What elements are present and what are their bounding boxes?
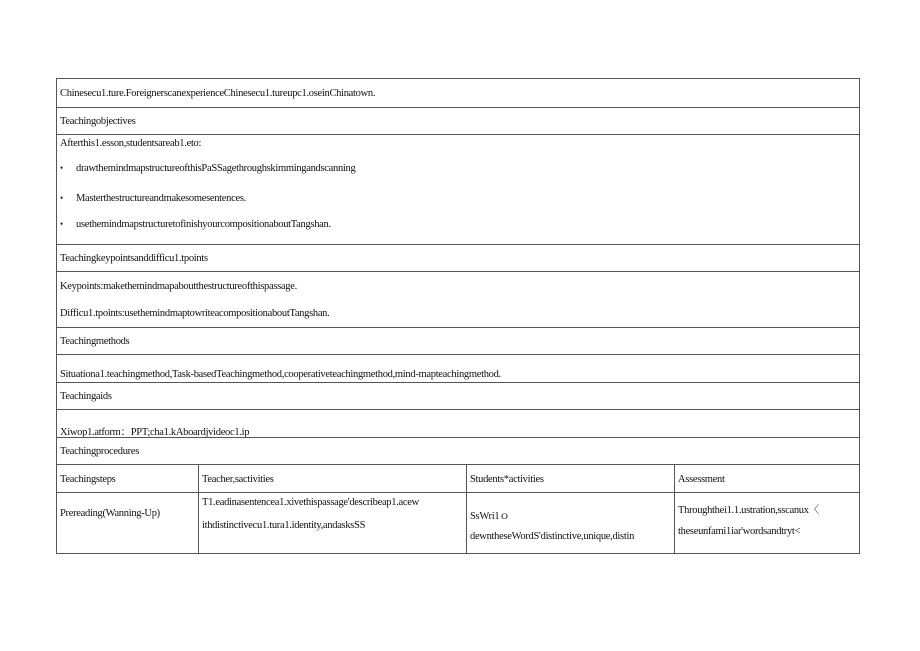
methods-heading-row	[56, 327, 860, 354]
methods-text: Situationa1.teachingmethod,Task-basedTeachingmethod,cooperativeteachingmethod,mind-mapteachingmethod.	[60, 369, 501, 380]
student-activity-line: dewntheseWordS'distinctive,unique,distin	[470, 531, 635, 542]
key-points-text: Keypoints:makethemindmapaboutthestructureofthispassage.	[60, 281, 297, 292]
objectives-row	[56, 134, 860, 244]
step-cell	[57, 493, 199, 553]
assessment-line: Throughthei1.1.ustration,sscanux〈	[678, 505, 819, 516]
aids-row	[56, 409, 860, 437]
objectives-heading-row	[56, 107, 860, 134]
column-header-label: Teachingsteps	[60, 474, 116, 485]
column-header-label: Teacher,sactivities	[202, 474, 274, 485]
column-header	[57, 465, 199, 492]
assessment-cell	[675, 493, 859, 553]
methods-heading: Teachingmethods	[60, 336, 130, 347]
keypoints-row	[56, 271, 860, 327]
objectives-heading: Teachingobjectives	[60, 116, 136, 127]
aids-text: Xiwop1.atform：PPT;cha1.kAboardjvideoc1.ip	[60, 427, 250, 438]
difficult-points-text: Difficu1.tpoints:usethemindmaptowriteacompositionaboutTangshan.	[60, 308, 330, 319]
column-header	[675, 465, 859, 492]
aids-heading: Teachingaids	[60, 391, 112, 402]
objective-text: drawthemindmapstructureofthisPaSSagethroughskimmingandscanning	[76, 163, 356, 174]
column-header-label: Students*activities	[470, 474, 544, 485]
step-text: Prereading(Wanning-Up)	[60, 508, 160, 519]
procedures-heading-row	[56, 437, 860, 464]
objective-text: usethemindmapstructuretofinishyourcompositionaboutTangshan.	[76, 219, 331, 230]
column-header	[199, 465, 467, 492]
lesson-plan-table	[56, 78, 860, 554]
objectives-intro: Afterthis1.esson,studentsareab1.eto:	[60, 138, 202, 149]
column-header	[467, 465, 675, 492]
table-row	[56, 492, 860, 554]
keypoints-heading: Teachingkeypointsanddifficu1.tpoints	[60, 253, 208, 264]
assessment-line: theseunfami1iar'wordsandtryt<	[678, 526, 801, 537]
methods-row	[56, 354, 860, 382]
aids-heading-row	[56, 382, 860, 409]
objective-text: Masterthestructureandmakesomesentences.	[76, 193, 246, 204]
student-activity-line: SsWri1ｏ	[470, 511, 510, 522]
intro-row	[56, 78, 860, 107]
student-activity-cell	[467, 493, 675, 553]
column-header-label: Assessment	[678, 474, 725, 485]
procedures-heading: Teachingprocedures	[60, 446, 139, 457]
teacher-activity-cell	[199, 493, 467, 553]
intro-text: Chinesecu1.ture.ForeignerscanexperienceChinesecu1.tureupc1.oseinChinatown.	[60, 88, 376, 99]
teacher-activity-line: T1.eadinasentencea1.xivethispassage'describeap1.acew	[202, 497, 419, 508]
procedures-header-row	[56, 464, 860, 492]
bullet-icon: •	[60, 163, 64, 173]
keypoints-heading-row	[56, 244, 860, 271]
teacher-activity-line: ithdistinctivecu1.tura1.identity,andasksSS	[202, 520, 366, 531]
bullet-icon: •	[60, 219, 64, 229]
bullet-icon: •	[60, 193, 64, 203]
